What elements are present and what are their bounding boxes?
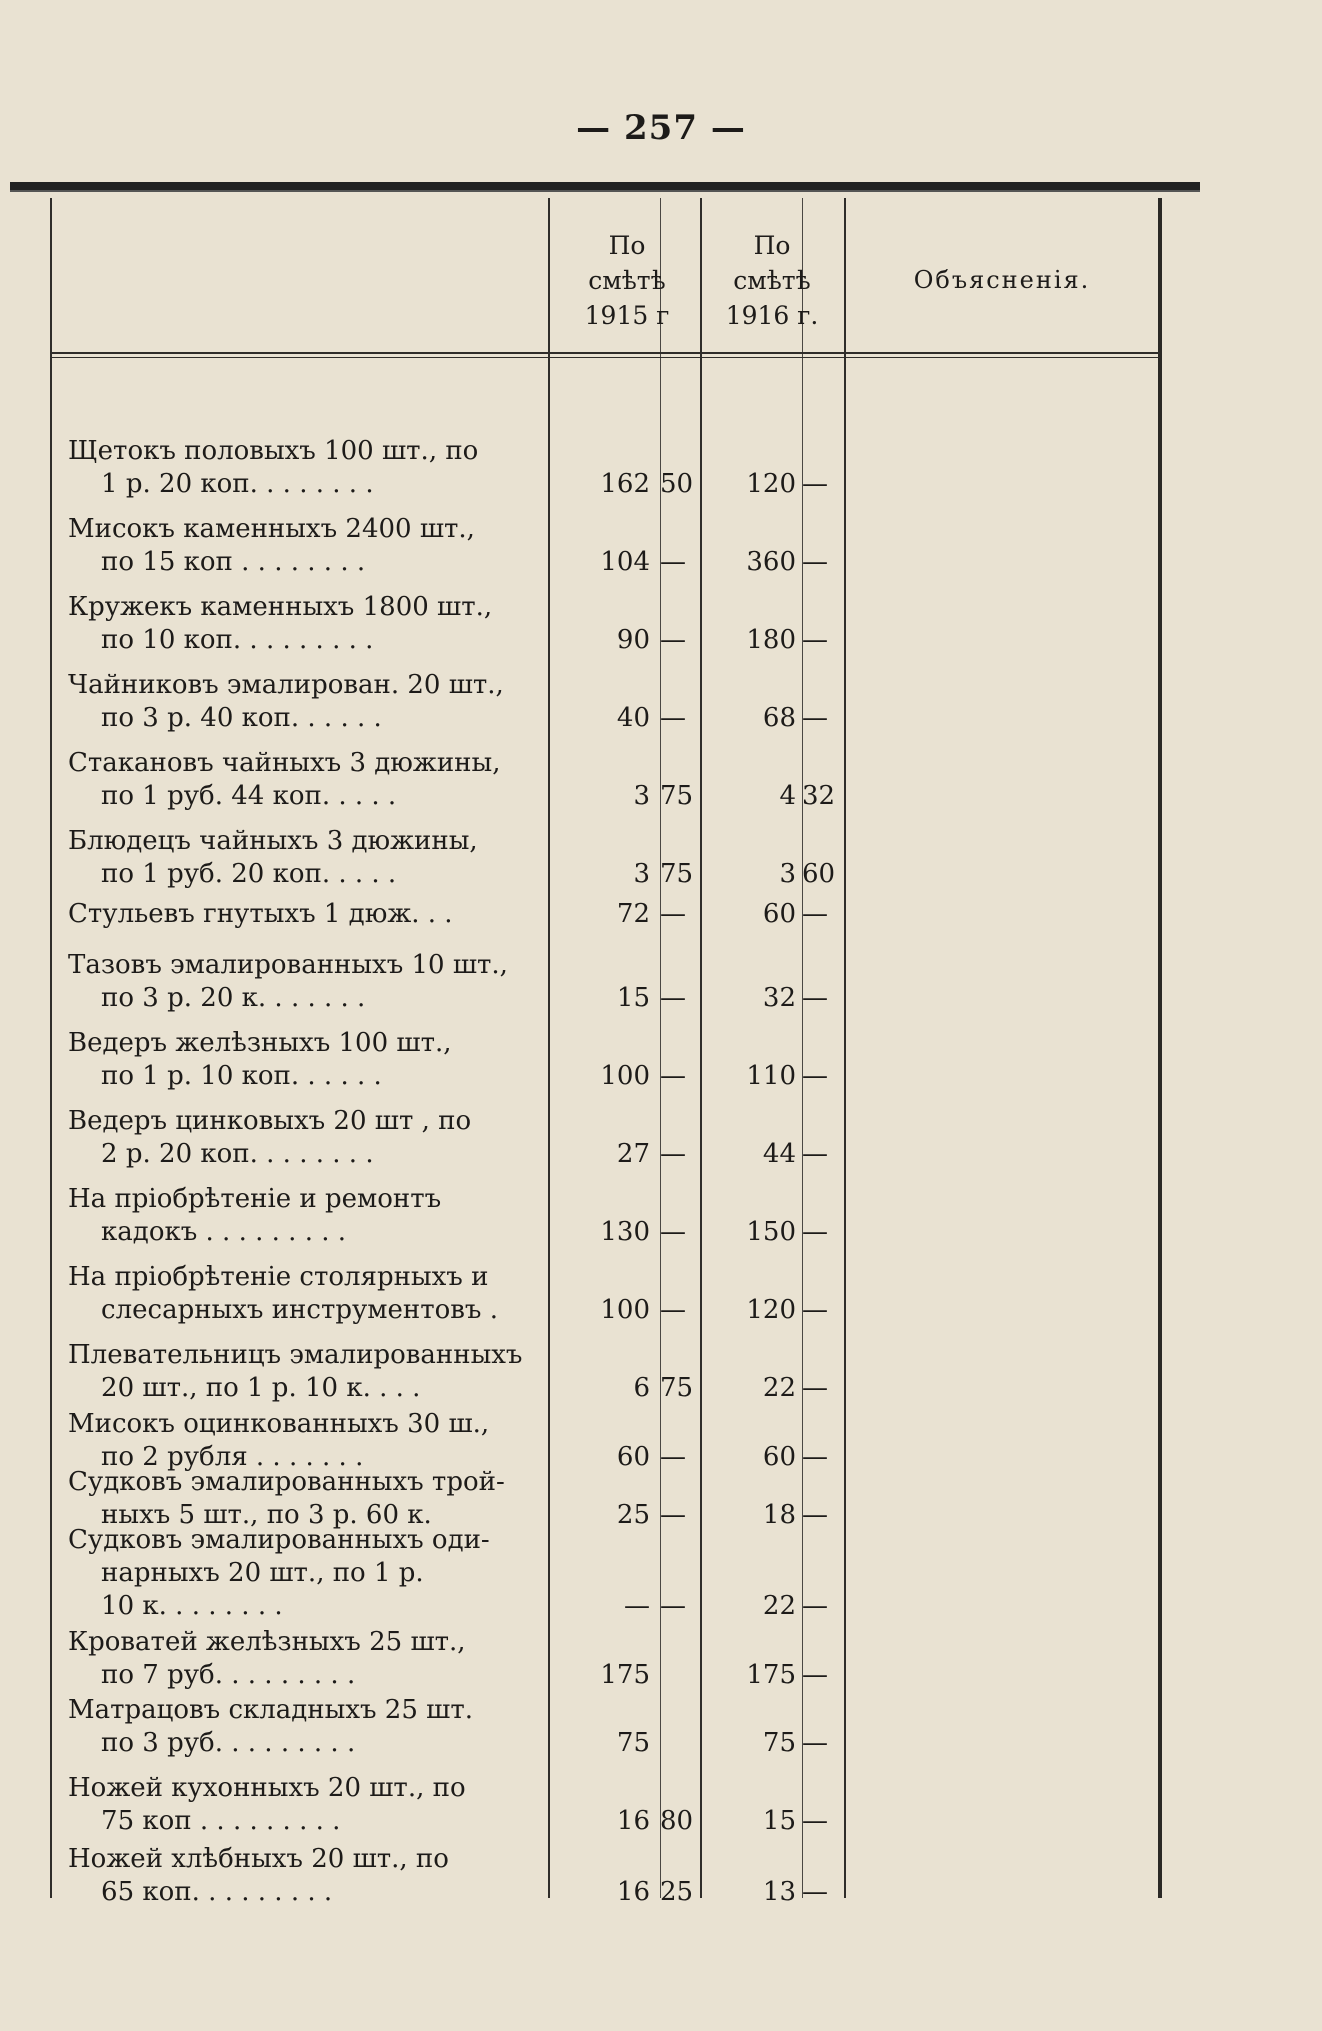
amount-1916-kop: — [802, 1442, 828, 1472]
header-1916-line: 1916 г. [725, 301, 819, 330]
item-description-line: Кроватей желѣзныхъ 25 шт., [68, 1627, 466, 1657]
item-description [68, 669, 530, 735]
amount-1916-kop: — [802, 547, 828, 577]
amount-1915-rub: 90 [616, 625, 650, 655]
amount-1916-rub: 175 [746, 1660, 796, 1690]
item-description [68, 898, 530, 931]
amount-1916-rub: 68 [762, 703, 796, 733]
item-description-line: 20 шт., по 1 р. 10 к. . . . [68, 1373, 421, 1403]
amount-1916-kop: — [802, 1139, 828, 1169]
amount-1915-kop: — [660, 1442, 686, 1472]
amount-1916-rub: 60 [762, 899, 796, 929]
amount-1916-kop: — [802, 469, 828, 499]
amount-1915-rub: 15 [616, 983, 650, 1013]
amount-1915-rub: 104 [600, 547, 650, 577]
amount-1916-kop: — [802, 1728, 828, 1758]
item-description-line: Ведеръ желѣзныхъ 100 шт., [68, 1028, 452, 1058]
item-description-line: 1 р. 20 коп. . . . . . . . [68, 469, 374, 499]
amount-1915-kop: — [660, 1295, 686, 1325]
amount-1916-rub: 44 [762, 1139, 796, 1169]
divider-1915-kop [660, 198, 661, 1898]
item-description-line: На пріобрѣтеніе и ремонтъ [68, 1184, 442, 1214]
amount-1916-kop: — [802, 983, 828, 1013]
item-description-line: нарныхъ 20 шт., по 1 р. [68, 1558, 424, 1588]
amount-1915-rub: 72 [616, 899, 650, 929]
item-description-line: по 3 р. 40 коп. . . . . . [68, 703, 382, 733]
item-description [68, 435, 530, 501]
amount-1915-kop: 75 [660, 781, 694, 811]
amount-1916-rub: 15 [762, 1806, 796, 1836]
amount-1916-kop: — [802, 1061, 828, 1091]
item-description [68, 1626, 530, 1692]
amount-1915-kop: — [660, 703, 686, 733]
amount-1916-rub: 22 [762, 1373, 796, 1403]
item-description-line: Ножей кухонныхъ 20 шт., по [68, 1773, 466, 1803]
amount-1915-rub: 175 [600, 1660, 650, 1690]
amount-1916-kop: — [802, 1877, 828, 1907]
item-description-line: Щетокъ половыхъ 100 шт., по [68, 436, 479, 466]
item-description-line: Матрацовъ складныхъ 25 шт. [68, 1695, 473, 1725]
amount-1916-rub: 180 [746, 625, 796, 655]
amount-1915-rub: 6 [633, 1373, 650, 1403]
amount-1916-kop: — [802, 899, 828, 929]
amount-1916-kop: — [802, 703, 828, 733]
amount-1916-kop: 32 [802, 781, 836, 811]
item-description-line: по 1 руб. 44 коп. . . . . [68, 781, 397, 811]
header-1916-line: смѣтѣ [733, 266, 811, 295]
item-description-line: 75 коп . . . . . . . . . [68, 1806, 341, 1836]
amount-1915-rub: 100 [600, 1295, 650, 1325]
item-description [68, 747, 530, 813]
amount-1915-rub: 40 [616, 703, 650, 733]
item-description [68, 1772, 530, 1838]
item-description-line: по 10 коп. . . . . . . . . [68, 625, 374, 655]
item-description [68, 1524, 530, 1623]
amount-1915-kop: — [660, 625, 686, 655]
divider-1916-kop [802, 198, 803, 1898]
amount-1916-kop: — [802, 1500, 828, 1530]
item-description [68, 513, 530, 579]
amount-1915-kop: — [660, 1500, 686, 1530]
item-description-line: На пріобрѣтеніе столярныхъ и [68, 1262, 489, 1292]
item-description-line: по 3 руб. . . . . . . . . [68, 1728, 356, 1758]
amount-1916-rub: 4 [779, 781, 796, 811]
item-description [68, 1694, 530, 1760]
amount-1915-kop: 80 [660, 1806, 694, 1836]
item-description [68, 1408, 530, 1474]
amount-1916-rub: 150 [746, 1217, 796, 1247]
amount-1916-rub: 360 [746, 547, 796, 577]
amount-1916-kop: — [802, 1806, 828, 1836]
item-description-line: Тазовъ эмалированныхъ 10 шт., [68, 950, 508, 980]
item-description-line: Кружекъ каменныхъ 1800 шт., [68, 592, 493, 622]
top-rule [10, 182, 1200, 192]
item-description-line: кадокъ . . . . . . . . . [68, 1217, 347, 1247]
amount-1915-rub: 3 [633, 859, 650, 889]
item-description-line: по 2 рубля . . . . . . . [68, 1442, 364, 1472]
item-description-line: Ножей хлѣбныхъ 20 шт., по [68, 1844, 449, 1874]
amount-1915-rub: 60 [616, 1442, 650, 1472]
amount-1916-rub: 60 [762, 1442, 796, 1472]
header-1915-line: 1915 г [584, 301, 670, 330]
item-description-line: 65 коп. . . . . . . . . [68, 1877, 333, 1907]
amount-1915-kop: — [660, 1139, 686, 1169]
header-rule [50, 352, 1160, 354]
amount-1915-kop: — [660, 1061, 686, 1091]
page-number: — 257 — [576, 108, 746, 148]
item-description [68, 1183, 530, 1249]
amount-1915-rub: 3 [633, 781, 650, 811]
amount-1915-rub: 16 [616, 1877, 650, 1907]
item-description-line: по 1 р. 10 коп. . . . . . [68, 1061, 382, 1091]
amount-1916-kop: 60 [802, 859, 836, 889]
item-description [68, 1261, 530, 1327]
amount-1916-kop: — [802, 1295, 828, 1325]
amount-1916-rub: 3 [779, 859, 796, 889]
divider-name-1915 [548, 198, 550, 1898]
amount-1915-kop: — [660, 899, 686, 929]
item-description-line: Чайниковъ эмалирован. 20 шт., [68, 670, 504, 700]
header-explanations: Объясненія. [913, 266, 1091, 294]
item-description-line: по 15 коп . . . . . . . . [68, 547, 366, 577]
amount-1916-kop: — [802, 625, 828, 655]
amount-1915-kop: 50 [660, 469, 694, 499]
item-description-line: по 3 р. 20 к. . . . . . . [68, 983, 366, 1013]
amount-1915-rub: 25 [616, 1500, 650, 1530]
amount-1916-kop: — [802, 1217, 828, 1247]
amount-1915-rub: — [624, 1591, 650, 1621]
item-description-line: ныхъ 5 шт., по 3 р. 60 к. [68, 1500, 432, 1530]
amount-1916-rub: 13 [762, 1877, 796, 1907]
item-description-line: по 7 руб. . . . . . . . . [68, 1660, 356, 1690]
amount-1915-kop: — [660, 1591, 686, 1621]
item-description-line: Стульевъ гнутыхъ 1 дюж. . . [68, 899, 453, 929]
item-description-line: Плевательницъ эмалированныхъ [68, 1340, 523, 1370]
amount-1916-rub: 120 [746, 1295, 796, 1325]
item-description-line: Мисокъ оцинкованныхъ 30 ш., [68, 1409, 490, 1439]
header-rule-double [50, 357, 1160, 358]
item-description [68, 591, 530, 657]
divider-1915-1916 [700, 198, 702, 1898]
item-description [68, 1027, 530, 1093]
header-1916 [700, 228, 844, 333]
item-description-line: Блюдецъ чайныхъ 3 дюжины, [68, 826, 478, 856]
amount-1916-rub: 32 [762, 983, 796, 1013]
item-description [68, 1843, 530, 1909]
amount-1916-rub: 18 [762, 1500, 796, 1530]
item-description-line: Судковъ эмалированныхъ трой- [68, 1467, 505, 1497]
header-1916-line: По [753, 231, 791, 260]
amount-1915-rub: 162 [600, 469, 650, 499]
amount-1915-rub: 75 [616, 1728, 650, 1758]
item-description [68, 1466, 530, 1532]
amount-1915-rub: 130 [600, 1217, 650, 1247]
item-description [68, 1105, 530, 1171]
item-description [68, 949, 530, 1015]
amount-1916-rub: 110 [746, 1061, 796, 1091]
item-description [68, 1339, 530, 1405]
amount-1916-kop: — [802, 1660, 828, 1690]
item-description-line: слесарныхъ инструментовъ . [68, 1295, 498, 1325]
amount-1916-rub: 75 [762, 1728, 796, 1758]
amount-1915-kop: 75 [660, 859, 694, 889]
amount-1916-rub: 22 [762, 1591, 796, 1621]
amount-1916-kop: — [802, 1591, 828, 1621]
item-description-line: 2 р. 20 коп. . . . . . . . [68, 1139, 374, 1169]
item-description [68, 825, 530, 891]
amount-1915-kop: 75 [660, 1373, 694, 1403]
amount-1915-rub: 27 [616, 1139, 650, 1169]
item-description-line: Мисокъ каменныхъ 2400 шт., [68, 514, 475, 544]
header-1915-line: смѣтѣ [588, 266, 666, 295]
amount-1915-kop: — [660, 1217, 686, 1247]
item-description-line: по 1 руб. 20 коп. . . . . [68, 859, 397, 889]
amount-1916-kop: — [802, 1373, 828, 1403]
amount-1915-rub: 100 [600, 1061, 650, 1091]
item-description-line: Стакановъ чайныхъ 3 дюжины, [68, 748, 501, 778]
amount-1915-kop: 25 [660, 1877, 694, 1907]
header-1915 [552, 228, 702, 333]
left-border [50, 198, 52, 1898]
amount-1915-kop: — [660, 983, 686, 1013]
amount-1916-rub: 120 [746, 469, 796, 499]
amount-1915-rub: 16 [616, 1806, 650, 1836]
item-description-line: 10 к. . . . . . . . [68, 1591, 283, 1621]
amount-1915-kop: — [660, 547, 686, 577]
item-description-line: Судковъ эмалированныхъ оди- [68, 1525, 490, 1555]
item-description-line: Ведеръ цинковыхъ 20 шт , по [68, 1106, 472, 1136]
header-1915-line: По [608, 231, 646, 260]
divider-1916-expl [844, 198, 846, 1898]
